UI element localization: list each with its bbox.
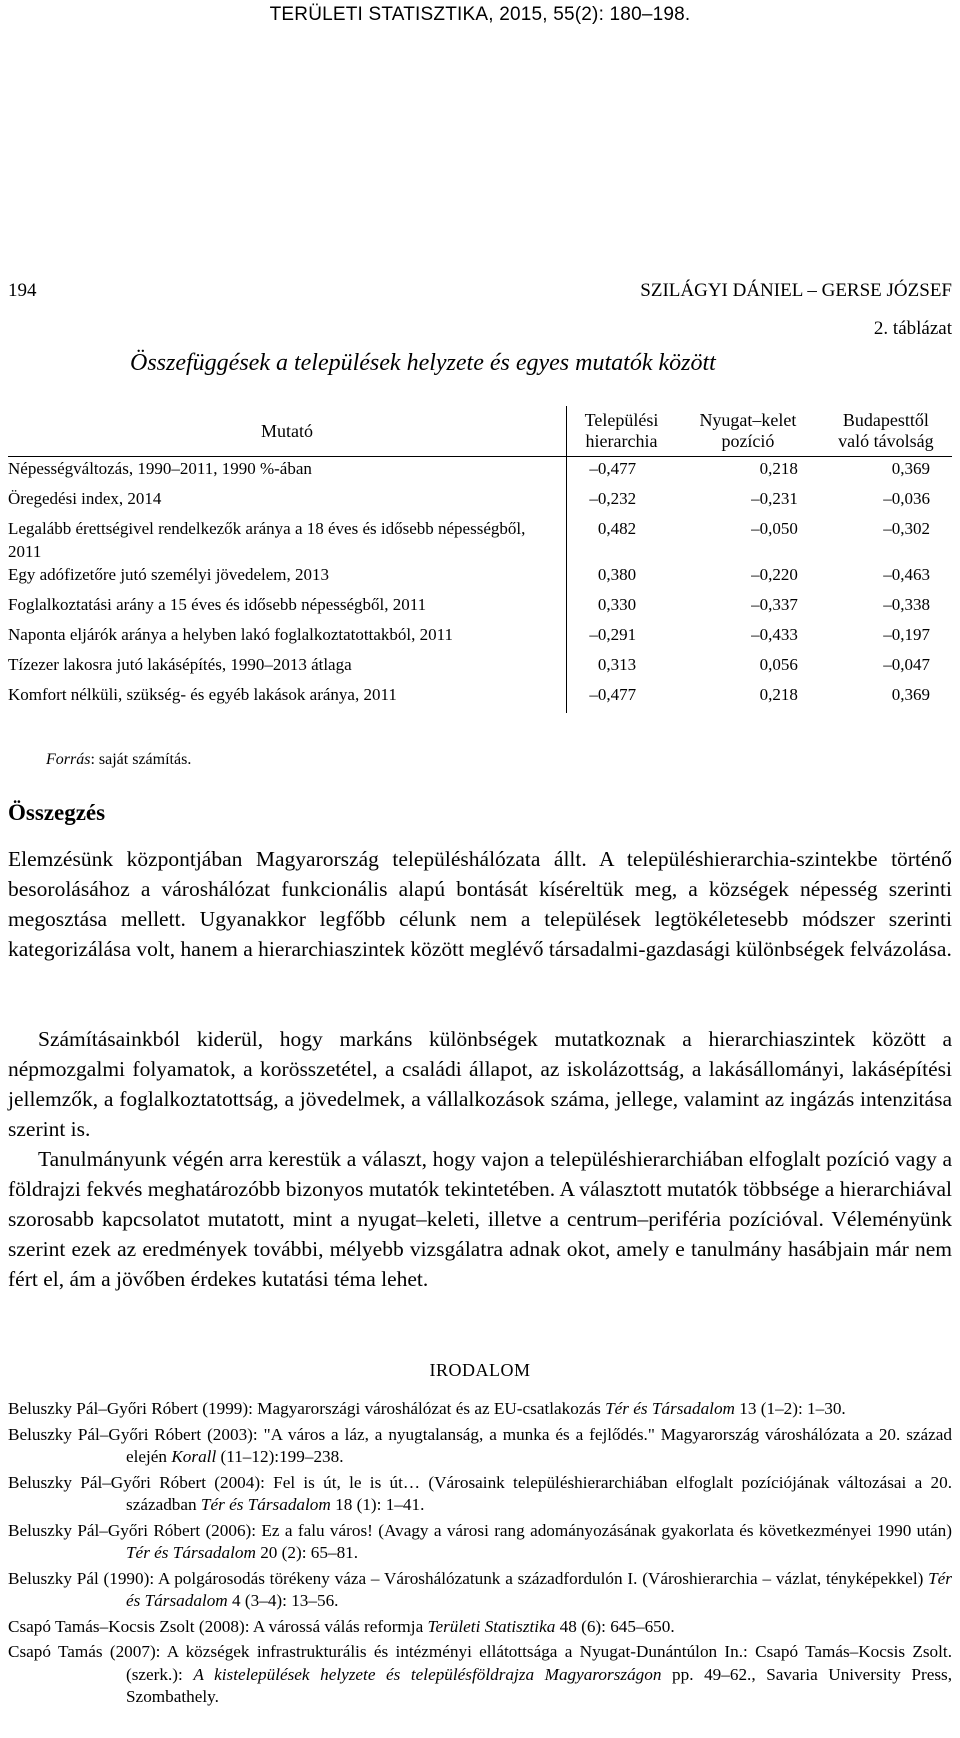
table-row: [8, 517, 952, 563]
reference-italic: A kistelepülések helyzete és településföldrajza Magyarországon: [193, 1664, 662, 1684]
running-authors: SZILÁGYI DÁNIEL – GERSE JÓZSEF: [640, 280, 952, 301]
reference-rest: 13 (1–2): 1–30.: [734, 1399, 846, 1418]
page-number: 194: [8, 280, 37, 301]
value-hierarchy: –0,291: [589, 625, 637, 644]
reference-italic: Területi Statisztika: [427, 1616, 556, 1636]
table-body: [8, 457, 952, 714]
reference-item: [8, 1520, 952, 1565]
reference-text: Beluszky Pál–Győri Róbert (1999): Magyarországi városhálózat és az EU-csatlakozás: [8, 1399, 606, 1418]
value-west-east: 0,218: [759, 459, 798, 478]
value-distance: –0,463: [883, 565, 930, 584]
column-header-west-east-text: Nyugat–kelet pozíció: [699, 410, 797, 451]
reference-item: [8, 1398, 952, 1421]
row-label: Komfort nélküli, szükség- és egyéb lakások aránya, 2011: [8, 683, 567, 713]
value-west-east: –0,337: [751, 595, 798, 614]
value-west-east: –0,433: [751, 625, 798, 644]
value-hierarchy: 0,380: [597, 565, 637, 584]
row-label: Öregedési index, 2014: [8, 487, 567, 517]
value-hierarchy: 0,482: [597, 519, 637, 538]
value-distance: 0,369: [891, 685, 930, 704]
reference-item: [8, 1424, 952, 1469]
row-label: Naponta eljárók aránya a helyben lakó foglalkoztatottakból, 2011: [8, 623, 567, 653]
reference-rest: (11–12):199–238.: [216, 1447, 344, 1466]
column-header-indicator: Mutató: [8, 406, 567, 457]
value-distance: –0,197: [883, 625, 930, 644]
reference-rest: pp. 49–62., Savaria University Press, Szombathely.: [126, 1664, 952, 1706]
section-heading: Összegzés: [8, 800, 106, 825]
table-row: [8, 683, 952, 713]
value-west-east: 0,056: [759, 655, 798, 674]
value-hierarchy: –0,477: [589, 685, 637, 704]
table-row: [8, 593, 952, 623]
value-distance: –0,047: [883, 655, 930, 674]
reference-italic: Tér és Társadalom: [126, 1543, 256, 1562]
value-west-east: –0,220: [751, 565, 798, 584]
table-title: Összefüggések a települések helyzete és egyes mutatók között: [130, 350, 716, 376]
row-label: Népességváltozás, 1990–2011, 1990 %-ában: [8, 457, 567, 488]
source-label: Forrás: [46, 751, 91, 768]
value-hierarchy: –0,232: [589, 489, 637, 508]
table-row: [8, 457, 952, 488]
column-header-hierarchy-text: Települési hierarchia: [584, 410, 659, 451]
reference-text: Beluszky Pál–Győri Róbert (2003): "A város a láz, a nyugtalanság, a munka és a fejlődés." Magyarország városhálózata a 20. század elején: [8, 1424, 952, 1466]
value-distance: –0,302: [883, 519, 930, 538]
reference-item: [8, 1616, 952, 1639]
reference-text: Beluszky Pál (1990): A polgárosodás törékeny váza – Városhálózatunk a századfordulón I. (Városhierarchia – vázlat, tényképekkel): [8, 1568, 929, 1588]
value-hierarchy: –0,477: [589, 459, 637, 478]
table-row: [8, 623, 952, 653]
paragraph-2: Számításainkból kiderül, hogy markáns különbségek mutatkoznak a hierarchiaszintek között a népmozgalmi folyamatok, a korösszetétel, a családi állapot, az iskolázottság, a lakásállományi, lakásépítési jellemzők, a foglalkoztatottság, a jövedelmek, a vállalkozások száma, jellege, valamint az ingázás intenzitása szerint is.: [8, 1027, 952, 1141]
reference-text: Beluszky Pál–Győri Róbert (2006): Ez a falu város! (Avagy a városi rang adományozásának gyakorlata és következményei 1990 után): [8, 1520, 952, 1540]
value-distance: 0,369: [891, 459, 930, 478]
value-hierarchy: 0,313: [597, 655, 637, 674]
reference-text: Csapó Tamás–Kocsis Zsolt (2008): A várossá válás reformja: [8, 1616, 428, 1636]
column-header-distance: [820, 406, 952, 457]
value-distance: –0,036: [883, 489, 930, 508]
reference-list: [8, 1398, 952, 1712]
reference-italic: Korall: [171, 1447, 217, 1466]
column-header-hierarchy: [567, 406, 677, 457]
reference-rest: 18 (1): 1–41.: [330, 1495, 425, 1514]
references-heading: IRODALOM: [429, 1360, 531, 1380]
table-row: [8, 563, 952, 593]
paragraph-3: Tanulmányunk végén arra kerestük a választ, hogy vajon a településhierarchiában elfoglalt pozíció vagy a földrajzi fekvés meghatározóbb bizonyos mutatók tekintetében. A választott mutatók többsége a hierarchiával szorosabb kapcsolatot mutatott, mint a nyugat–keleti, illetve a centrum–periféria pozícióval. Véleményünk szerint ezek az eredmények további, mélyebb vizsgálatra adnak okot, amely e tanulmány hasábjain már nem fért el, ám a jövőben érdekes kutatási téma lehet.: [8, 1147, 952, 1291]
source-text: : saját számítás.: [90, 751, 192, 768]
row-label: Foglalkoztatási arány a 15 éves és idősebb népességből, 2011: [8, 593, 567, 623]
reference-rest: 4 (3–4): 13–56.: [227, 1591, 339, 1610]
table-label: 2. táblázat: [873, 318, 952, 339]
table-row: [8, 653, 952, 683]
table-header-row: [8, 406, 952, 457]
column-header-west-east: [676, 406, 820, 457]
column-header-distance-text: Budapesttől való távolság: [838, 410, 934, 451]
journal-header: TERÜLETI STATISZTIKA, 2015, 55(2): 180–198.: [269, 4, 691, 25]
table-source: [46, 751, 191, 769]
value-west-east: –0,231: [751, 489, 798, 508]
row-label: Egy adófizetőre jutó személyi jövedelem, 2013: [8, 563, 567, 593]
value-distance: –0,338: [883, 595, 930, 614]
reference-text: Csapó Tamás (2007): A községek infrastrukturális és intézményi ellátottsága a Nyugat-Dunántúlon In.: Csapó Tamás–Kocsis Zsolt. (szerk.):: [8, 1642, 952, 1684]
reference-rest: 20 (2): 65–81.: [255, 1543, 359, 1562]
reference-item: [8, 1568, 952, 1613]
paragraph-1: Elemzésünk központjában Magyarország településhálózata állt. A településhierarchia-szintekbe történő besorolásához a városhálózat funkcionális alapú bontását kíséreltük meg, a községek népesség szerinti megosztása mellett. Ugyanakkor legfőbb célunk nem a települések legtökéletesebb módszer szerinti kategorizálása volt, hanem a hierarchiaszintek között meglévő társadalmi-gazdasági különbségek felvázolása.: [8, 847, 952, 961]
reference-item: [8, 1641, 952, 1709]
row-label: Tízezer lakosra jutó lakásépítés, 1990–2013 átlaga: [8, 653, 567, 683]
reference-italic: Tér és Társadalom: [126, 1568, 952, 1610]
reference-italic: Tér és Társadalom: [200, 1495, 331, 1514]
value-hierarchy: 0,330: [597, 595, 637, 614]
reference-text: Beluszky Pál–Győri Róbert (2004): Fel is út, le is út… (Városaink településhierarchiában elfoglalt pozíciójának változásai a 20. században: [8, 1472, 952, 1514]
reference-rest: 48 (6): 645–650.: [555, 1616, 675, 1636]
table-row: [8, 487, 952, 517]
value-west-east: –0,050: [751, 519, 798, 538]
row-label: Legalább érettségivel rendelkezők aránya a 18 éves és idősebb népességből, 2011: [8, 517, 567, 563]
correlation-table: [8, 406, 952, 713]
reference-italic: Tér és Társadalom: [605, 1399, 735, 1418]
reference-item: [8, 1472, 952, 1517]
value-west-east: 0,218: [759, 685, 798, 704]
